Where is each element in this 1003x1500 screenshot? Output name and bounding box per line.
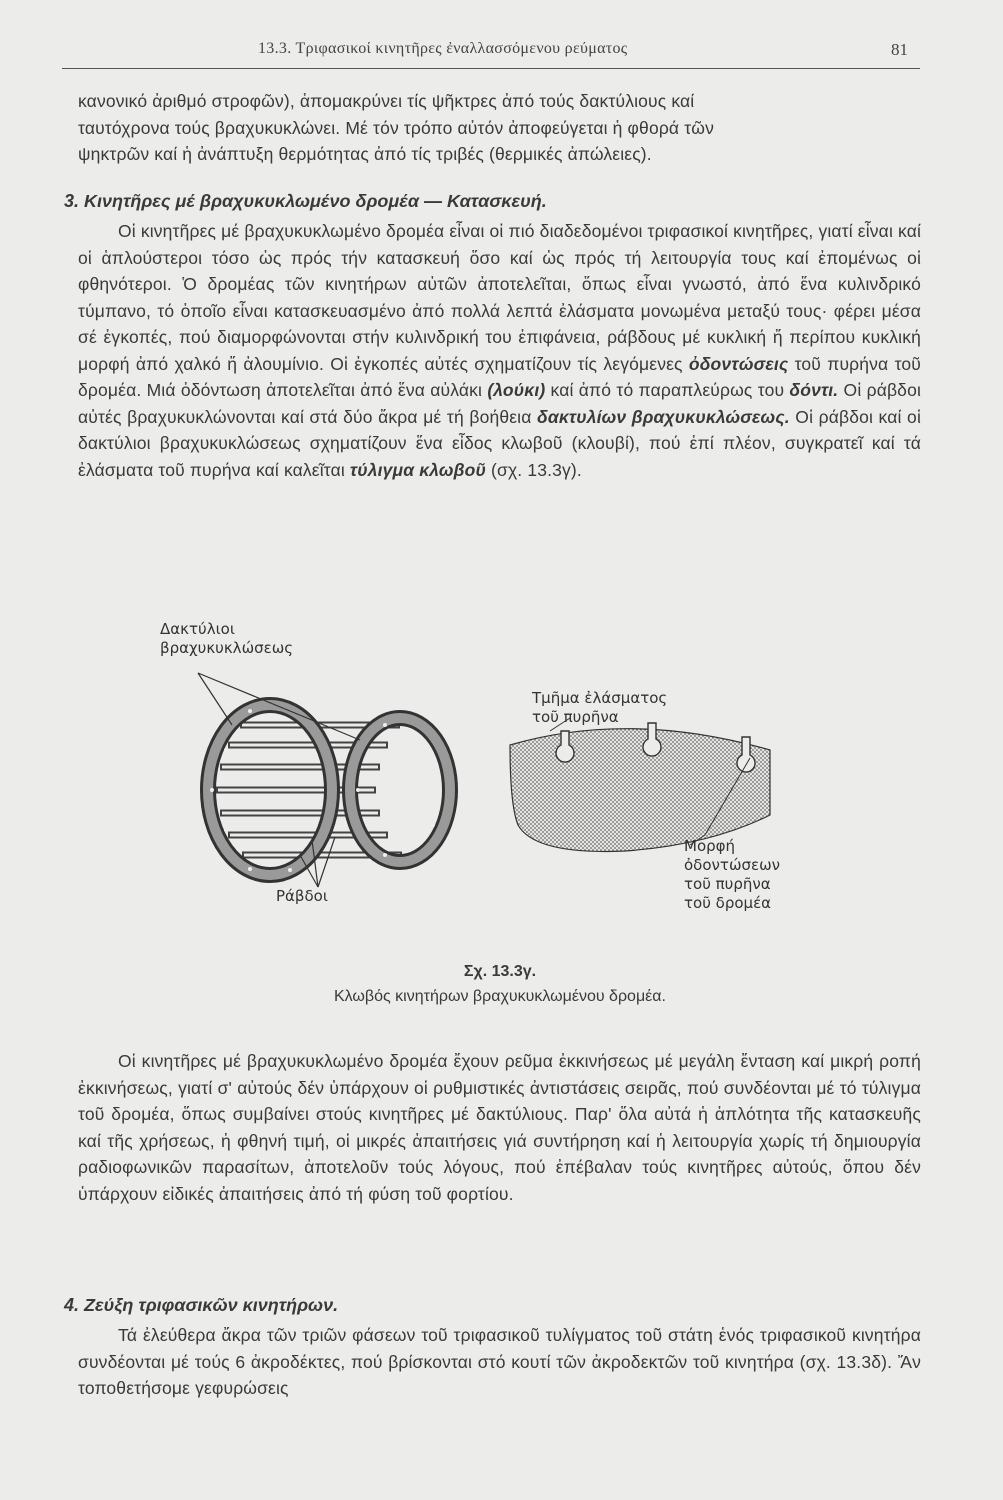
label-bars: Ράβδοι — [276, 887, 328, 905]
page-header — [62, 36, 920, 69]
label-teeth — [684, 837, 780, 913]
paragraph-text: τοῦ πυρήνα τοῦ δρομέα. Μιά ὀδόντωση ἀποτελεῖται ἀπό ἕνα αὐλάκι — [78, 353, 921, 400]
term-tooth: δόντι. — [789, 380, 839, 400]
figure-caption-number: Σχ. 13.3γ. — [463, 963, 537, 980]
label-rings — [160, 620, 293, 658]
label-line: βραχυκυκλώσεως — [160, 639, 294, 657]
label-line: Μορφή — [684, 837, 736, 855]
label-line: τοῦ πυρῆνα — [684, 875, 771, 893]
paragraph-text: καί ἀπό τό παραπλεύρως του — [545, 380, 790, 400]
section-4-title: 4. Ζεύξη τριφασικῶν κινητήρων. — [64, 1295, 339, 1315]
intro-line: ψηκτρῶν καί ἡ ἀνάπτυξη θερμότητας ἀπό τίς τριβές (θερμικές ἀπώλειες). — [78, 144, 652, 164]
section-3-title: 3. Κινητῆρες μέ βραχυκυκλωμένο δρομέα — Κατασκευή. — [64, 191, 547, 211]
label-line: ὀδοντώσεων — [684, 856, 781, 874]
paragraph-text: (σχ. 13.3γ). — [486, 459, 582, 480]
label-line: Δακτύλιοι — [160, 620, 235, 638]
running-head: 13.3. Τριφασικοί κινητῆρες ἐναλλασσόμενου ρεύματος — [258, 40, 628, 57]
section-3-paragraph-1 — [78, 218, 921, 483]
label-line: τοῦ πυρῆνα — [532, 708, 619, 726]
cage-drawing — [198, 673, 450, 887]
intro-paragraph — [78, 88, 921, 168]
lamination-drawing — [510, 718, 770, 851]
figure-caption-text: Κλωβός κινητήρων βραχυκυκλωμένου δρομέα. — [334, 988, 666, 1005]
term-teeth: ὀδοντώσεις — [688, 353, 789, 374]
label-lamination — [532, 689, 667, 727]
section-3-paragraph-2: Οἱ κινητῆρες μέ βραχυκυκλωμένο δρομέα ἔχουν ρεῦμα ἐκκινήσεως μέ μεγάλη ἔνταση καί μικρή ροπή ἐκκινήσεως, γιατί σ' αὐτούς δέν ὑπάρχουν οἱ ρυθμιστικές ἀντιστάσεις σειρᾶς, πού συνδέονται μέ τό τύλιγμα τοῦ δρομέα, ὅπως συμβαίνει στούς κινητῆρες μέ δακτύλιους. Παρ' ὅλα αὐτά ἡ ἁπλότητα τῆς κατασκευῆς καί τῆς χρήσεως, ἡ φθηνή τιμή, οἱ μικρές ἀπαιτήσεις γιά συντήρηση καί ἡ λειτουργία χωρίς τή δημιουργία ραδιοφωνικῶν παρασίτων, ἀποτελοῦν τούς λόγους, πού ἐπέβαλαν τούς κινητῆρες αὐτούς, ὅπου δέν ὑπάρχουν εἰδικές ἀπαιτήσεις ἀπό τή φύση τοῦ φορτίου. — [78, 1051, 921, 1204]
page-number: 81 — [891, 40, 908, 59]
label-line: τοῦ δρομέα — [684, 894, 772, 912]
intro-line: κανονικό ἀριθμό στροφῶν), ἀπομακρύνει τίς ψῆκτρες ἀπό τούς δακτύλιους καί — [78, 91, 695, 111]
paragraph-text: Οἱ ράβδοι αὐτές βραχυκυκλώνονται καί στά δύο ἄκρα μέ τή βοήθεια — [78, 380, 921, 427]
intro-line: ταυτόχρονα τούς βραχυκυκλώνει. Μέ τόν τρόπο αὐτόν ἀποφεύγεται ἡ φθορά τῶν — [78, 117, 714, 138]
term-short-circuit-rings: δακτυλίων βραχυκυκλώσεως. — [537, 406, 790, 427]
section-4-paragraph-1: Τά ἐλεύθερα ἄκρα τῶν τριῶν φάσεων τοῦ τριφασικοῦ τυλίγματος τοῦ στάτη ἑνός τριφασικοῦ κινητήρα συνδέονται μέ τούς 6 ἀκροδέκτες, πού βρίσκονται στό κουτί τῶν ἀκροδεκτῶν τοῦ κινητήρα (σχ. 13.3δ). Ἄν τοποθετήσομε γεφυρώσεις — [78, 1325, 921, 1398]
term-cage-winding: τύλιγμα κλωβοῦ — [349, 459, 487, 480]
figure-cage-rotor — [150, 615, 790, 915]
paragraph-text: Οἱ κινητῆρες μέ βραχυκυκλωμένο δρομέα εἶναι οἱ πιό διαδεδομένοι τριφασικοί κινητῆρες, γιατί εἶναι καί οἱ ἁπλούστεροι τόσο ὡς πρός τήν κατασκευή ὅσο καί ὡς πρός τή λειτουργία τους καί ἐπομένως οἱ φθηνότεροι. Ὁ δρομέας τῶν κινητήρων αὐτῶν ἀποτελεῖται, ὅπως εἶναι γνωστό, ἀπό ἕνα κυλινδρικό τύμπανο, τό ὁποῖο εἶναι κατασκευασμένο ἀπό πολλά λεπτά ἐλάσματα μονωμένα μεταξύ τους· φέρει μέσα σέ ἐγκοπές, πού διαμορφώνονται στήν κυλινδρική του ἐπιφάνεια, ράβδους μέ κυκλική ἤ περίπου κυκλική μορφή ἀπό χαλκό ἤ ἀλουμίνιο. Οἱ ἐγκοπές αὐτές σχηματίζουν τίς λεγόμενες — [78, 221, 921, 374]
term-slot: (λούκι) — [487, 380, 546, 400]
label-line: Τμῆμα ἐλάσματος — [532, 689, 668, 707]
paragraph-text: Οἱ ράβδοι καί οἱ δακτύλιοι βραχυκυκλώσεως σχηματίζουν ἕνα εἶδος κλωβοῦ (κλουβί), πού ἐπί πλέον, συγκρατεῖ καί τά ἐλάσματα τοῦ πυρήνα καί καλεῖται — [78, 406, 921, 480]
